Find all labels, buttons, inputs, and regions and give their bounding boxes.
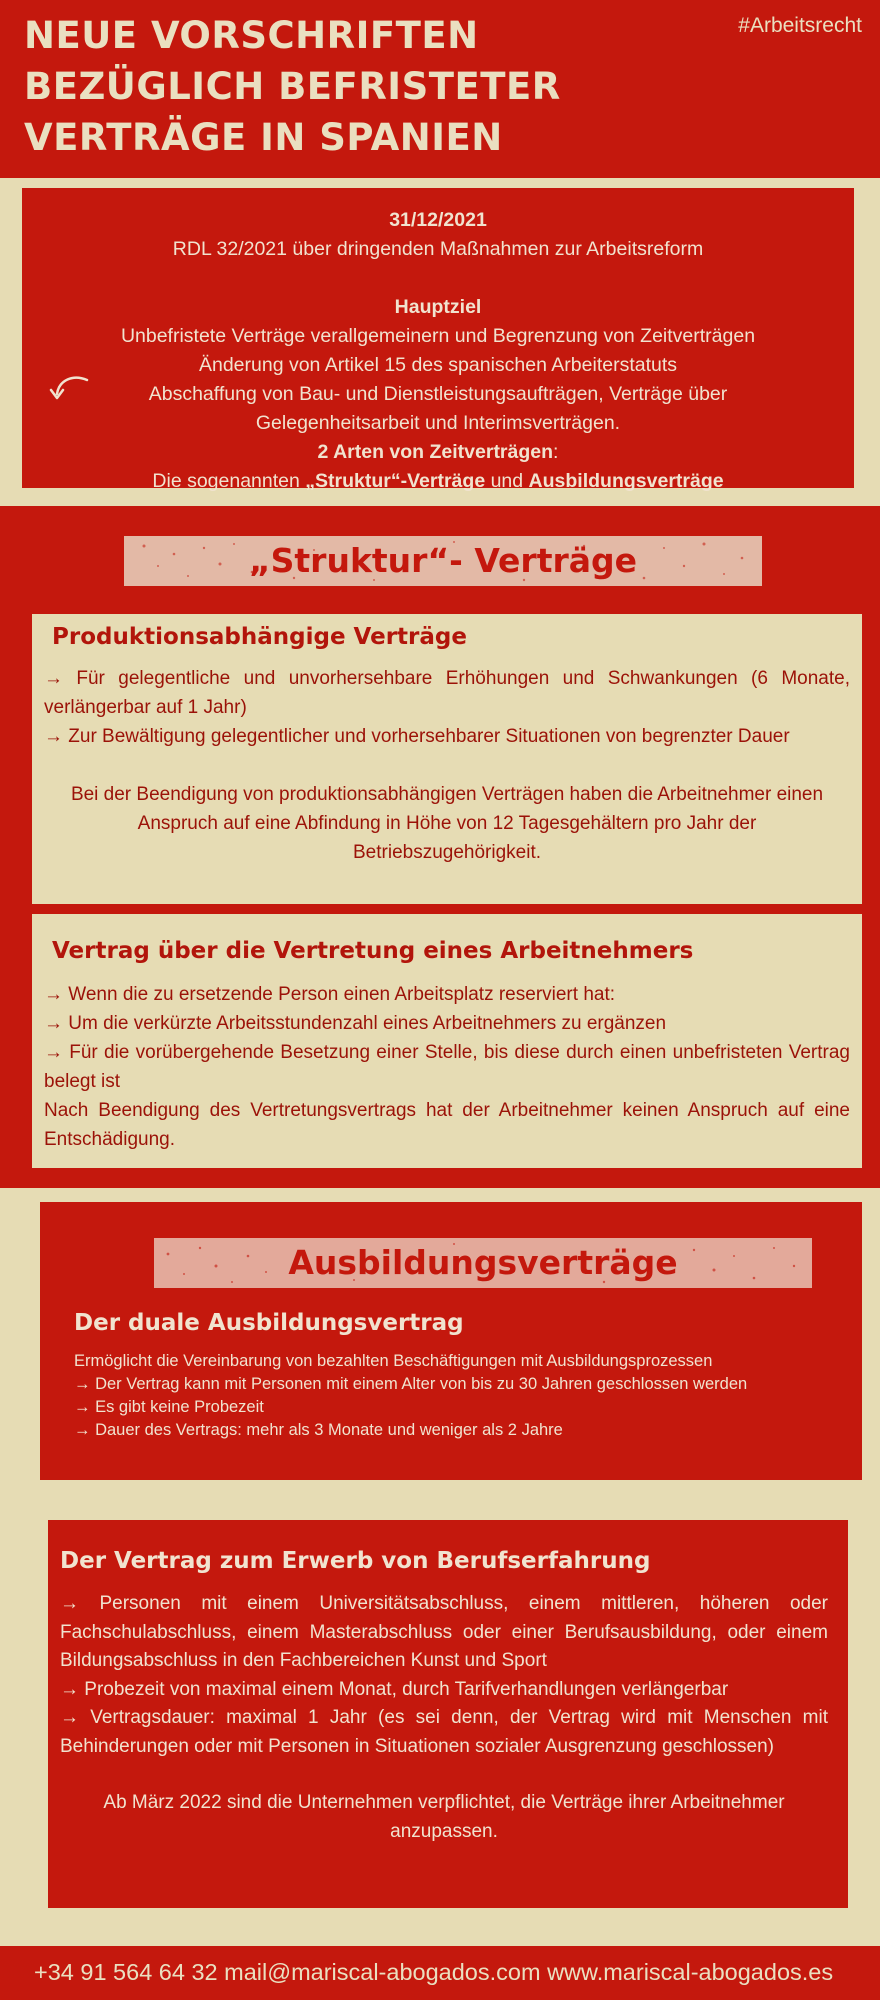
list-item: → Für gelegentliche und unvorhersehbare Erhöhungen und Schwankungen (6 Monate, verlängerbar auf 1 Jahr) — [44, 668, 850, 718]
list-item: → Dauer des Vertrags: mehr als 3 Monate und weniger als 2 Jahre — [74, 1421, 563, 1439]
intro-decree: RDL 32/2021 über dringenden Maßnahmen zur Arbeitsreform — [172, 238, 704, 260]
card-note: Nach Beendigung des Vertretungsvertrags hat der Arbeitnehmer keinen Anspruch auf eine Entschädigung. — [44, 1100, 850, 1150]
card-heading: Der duale Ausbildungsvertrag — [74, 1310, 464, 1336]
title-line: BEZÜGLICH BEFRISTETER — [24, 65, 561, 108]
card-heading: Vertrag über die Vertretung eines Arbeitnehmers — [52, 938, 694, 964]
vertretung-card — [32, 914, 862, 1168]
card-note: Ab März 2022 sind die Unternehmen verpflichtet, die Verträge ihrer Arbeitnehmer anzupassen. — [103, 1792, 785, 1842]
header — [0, 0, 880, 178]
list-item: → Der Vertrag kann mit Personen mit einem Alter von bis zu 30 Jahren geschlossen werden — [74, 1375, 748, 1393]
banner-title: „Struktur“- Verträge — [248, 541, 638, 580]
list-item: → Es gibt keine Probezeit — [74, 1398, 264, 1416]
struktur-banner — [124, 536, 762, 586]
berufserfahrung-box — [48, 1520, 848, 1908]
intro-box — [22, 188, 854, 492]
list-item: → Wenn die zu ersetzende Person einen Arbeitsplatz reserviert hat: — [44, 984, 616, 1005]
dual-ausbildung-box — [40, 1202, 862, 1480]
types-line — [22, 467, 854, 496]
goal-line: Gelegenheitsarbeit und Interimsverträgen. — [255, 412, 621, 434]
struktur-section — [0, 506, 880, 1188]
types-ausbildung: Ausbildungsverträge — [528, 470, 724, 492]
types-und: und — [485, 470, 529, 492]
page-title — [24, 10, 644, 163]
goal-line: Änderung von Artikel 15 des spanischen Arbeiterstatuts — [198, 354, 678, 376]
types-prefix: Die sogenannten — [152, 470, 306, 492]
card-note: Bei der Beendigung von produktionsabhängigen Verträgen haben die Arbeitnehmer einen Anspruch auf eine Abfindung in Höhe von 12 Tagesgehältern pro Jahr der Betriebszugehörigkeit. — [70, 784, 824, 863]
beruf-body — [60, 1590, 828, 1846]
card-heading: Der Vertrag zum Erwerb von Berufserfahrung — [60, 1548, 651, 1574]
dual-body — [74, 1350, 836, 1442]
title-line: NEUE VORSCHRIFTEN — [24, 14, 479, 57]
hashtag: #Arbeitsrecht — [738, 14, 862, 37]
banner-title: Ausbildungsverträge — [288, 1243, 678, 1282]
types-colon: : — [553, 441, 559, 463]
list-item: → Zur Bewältigung gelegentlicher und vorhersehbarer Situationen von begrenzter Dauer — [44, 726, 790, 747]
intro-date: 31/12/2021 — [389, 209, 487, 231]
list-item: Ermöglicht die Vereinbarung von bezahlten Beschäftigungen mit Ausbildungsprozessen — [74, 1352, 713, 1370]
list-item: → Um die verkürzte Arbeitsstundenzahl eines Arbeitnehmers zu ergänzen — [44, 1013, 667, 1034]
types-heading: 2 Arten von Zeitverträgen — [317, 441, 554, 463]
goal-line: Abschaffung von Bau- und Dienstleistungsaufträgen, Verträge über — [148, 383, 728, 405]
list-item: → Probezeit von maximal einem Monat, durch Tarifverhandlungen verlängerbar — [60, 1678, 729, 1700]
ausbildung-banner — [154, 1238, 812, 1288]
types-struktur: „Struktur“-Verträge — [305, 470, 486, 492]
card-heading: Produktionsabhängige Verträge — [52, 624, 467, 650]
goal-line: Unbefristete Verträge verallgemeinern und Begrenzung von Zeitverträgen — [120, 325, 756, 347]
types-heading-line — [22, 438, 854, 467]
curved-arrow-icon — [47, 370, 93, 406]
title-line: VERTRÄGE IN SPANIEN — [24, 116, 503, 159]
list-item: → Personen mit einem Universitätsabschluss, einem mittleren, höheren oder Fachschulabschluss, einem Masterabschluss oder einer Berufsausbildung, oder einem Bildungsabschluss in den Fachbereichen Kunst und Sport — [60, 1593, 828, 1671]
list-item: → Vertragsdauer: maximal 1 Jahr (es sei denn, der Vertrag wird mit Menschen mit Behinderungen oder mit Personen in Situationen sozialer Ausgrenzung geschlossen) — [60, 1707, 828, 1757]
produktion-card — [32, 614, 862, 904]
list-item: → Für die vorübergehende Besetzung einer Stelle, bis diese durch einen unbefristeten Vertrag belegt ist — [44, 1042, 850, 1092]
goal-heading: Hauptziel — [394, 296, 482, 318]
footer-contact: +34 91 564 64 32 mail@mariscal-abogados.com www.mariscal-abogados.es — [0, 1946, 880, 2000]
